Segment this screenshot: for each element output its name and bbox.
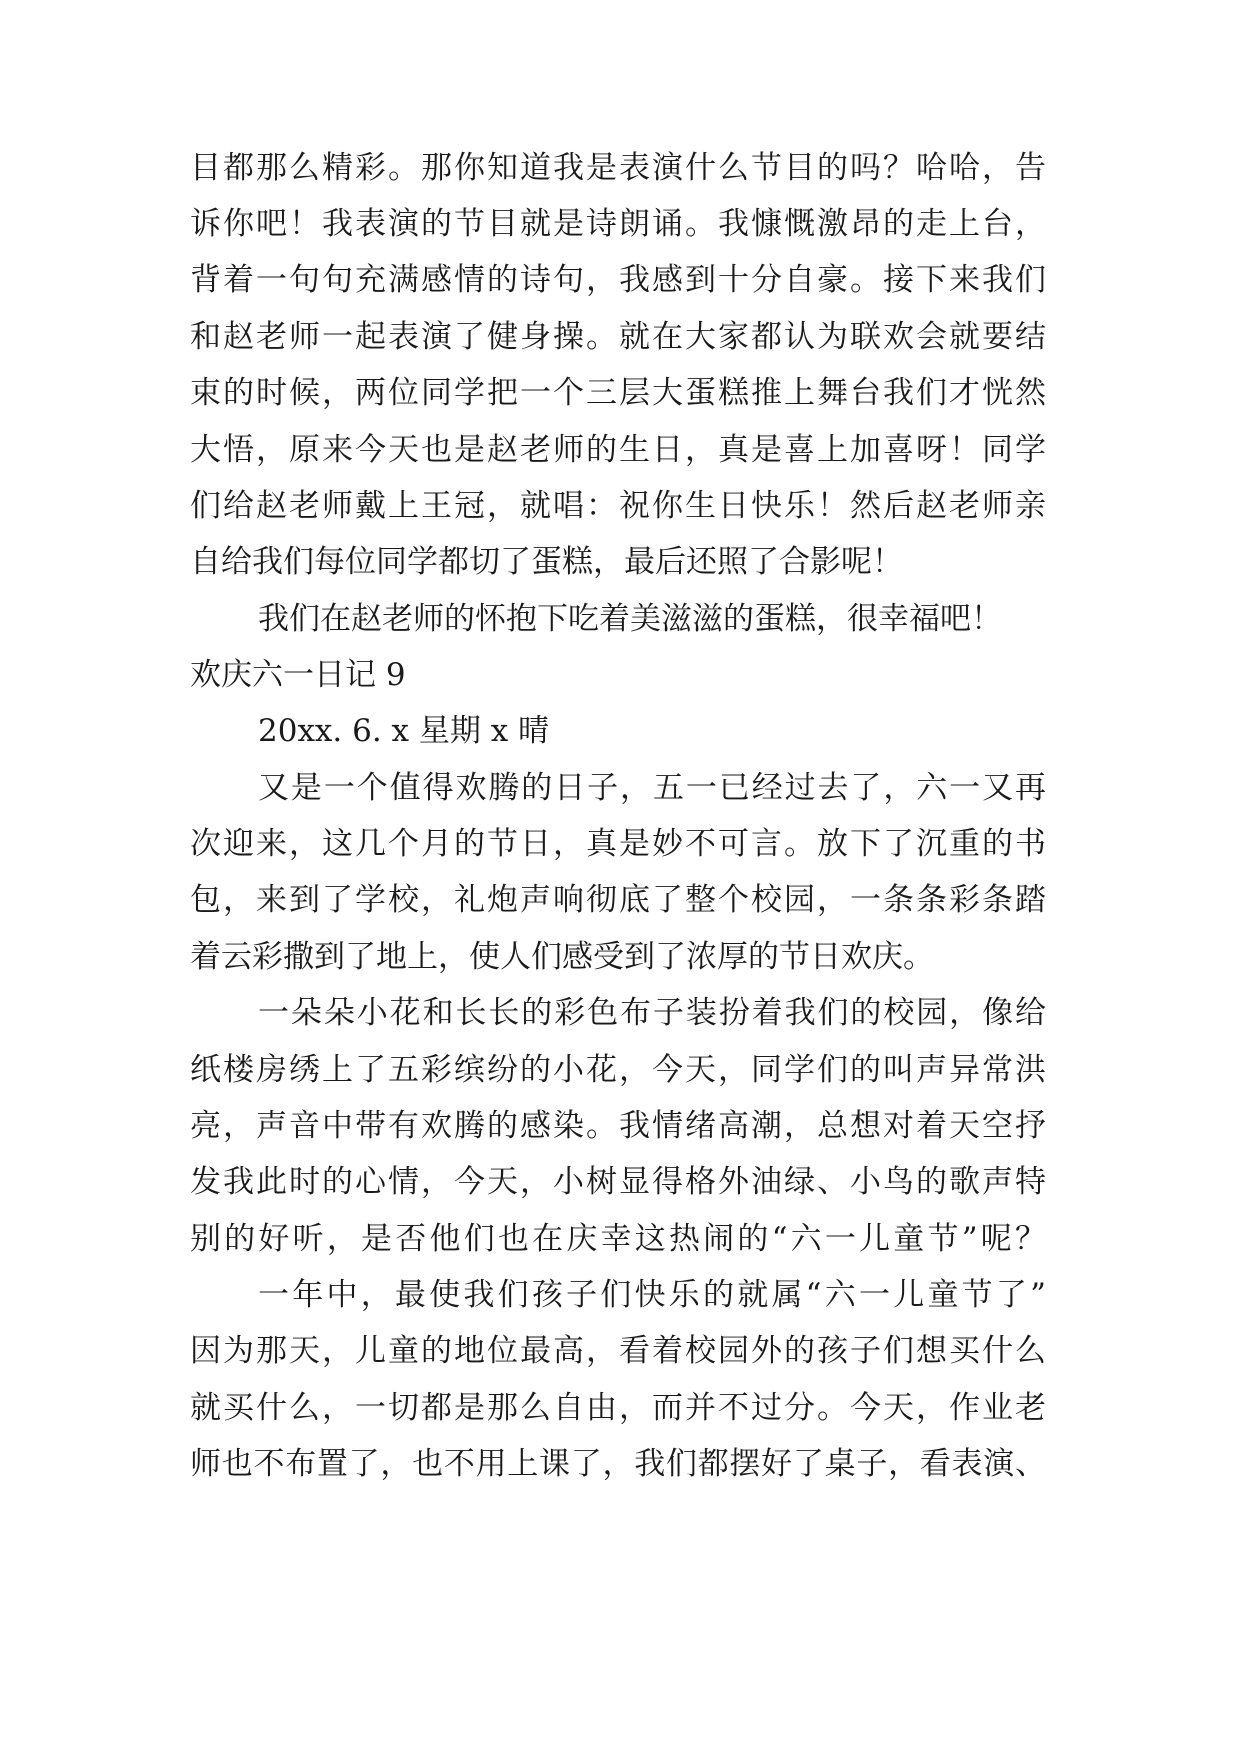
paragraph-first-line: 一朵朵小花和长长的彩色布子装扮着我们的校园，像给: [258, 995, 1046, 1031]
diary-date-line: 20xx. 6. x 星期 x 晴: [258, 713, 550, 749]
text-line: 包，来到了学校，礼炮声响彻底了整个校园，一条条彩条踏: [190, 882, 1046, 918]
text-line: 束的时候，两位同学把一个三层大蛋糕推上舞台我们才恍然: [190, 375, 1046, 411]
text-line: 发我此时的心情，今天，小树显得格外油绿、小鸟的歌声特: [190, 1164, 1046, 1200]
section-heading: 欢庆六一日记 9: [190, 657, 406, 693]
text-line: 亮，声音中带有欢腾的感染。我情绪高潮，总想对着天空抒: [190, 1108, 1046, 1144]
text-line: 因为那天，儿童的地位最高，看着校园外的孩子们想买什么: [190, 1333, 1046, 1369]
text-line: 大悟，原来今天也是赵老师的生日，真是喜上加喜呀！同学: [190, 432, 1046, 468]
text-line: 别的好听，是否他们也在庆幸这热闹的“六一儿童节”呢？: [190, 1221, 1046, 1257]
text-line: 背着一句句充满感情的诗句，我感到十分自豪。接下来我们: [190, 262, 1046, 298]
text-line: 次迎来，这几个月的节日，真是妙不可言。放下了沉重的书: [190, 826, 1046, 862]
paragraph-first-line: 我们在赵老师的怀抱下吃着美滋滋的蛋糕，很幸福吧！: [258, 601, 1002, 637]
paragraph-first-line: 又是一个值得欢腾的日子，五一已经过去了，六一又再: [258, 770, 1046, 806]
text-line: 着云彩撒到了地上，使人们感受到了浓厚的节日欢庆。: [190, 939, 934, 975]
text-line: 诉你吧！我表演的节目就是诗朗诵。我慷慨激昂的走上台，: [190, 206, 1046, 242]
text-line: 们给赵老师戴上王冠，就唱：祝你生日快乐！然后赵老师亲: [190, 488, 1046, 524]
text-line: 和赵老师一起表演了健身操。就在大家都认为联欢会就要结: [190, 319, 1046, 355]
text-line: 纸楼房绣上了五彩缤纷的小花，今天，同学们的叫声异常洪: [190, 1052, 1046, 1088]
text-line: 目都那么精彩。那你知道我是表演什么节目的吗？哈哈，告: [190, 150, 1046, 186]
text-line: 师也不布置了，也不用上课了，我们都摆好了桌子，看表演、: [190, 1446, 1046, 1482]
text-line: 就买什么，一切都是那么自由，而并不过分。今天，作业老: [190, 1390, 1046, 1426]
paragraph-first-line: 一年中，最使我们孩子们快乐的就属“六一儿童节了”: [258, 1277, 1046, 1313]
text-line: 自给我们每位同学都切了蛋糕，最后还照了合影呢！: [190, 544, 903, 580]
